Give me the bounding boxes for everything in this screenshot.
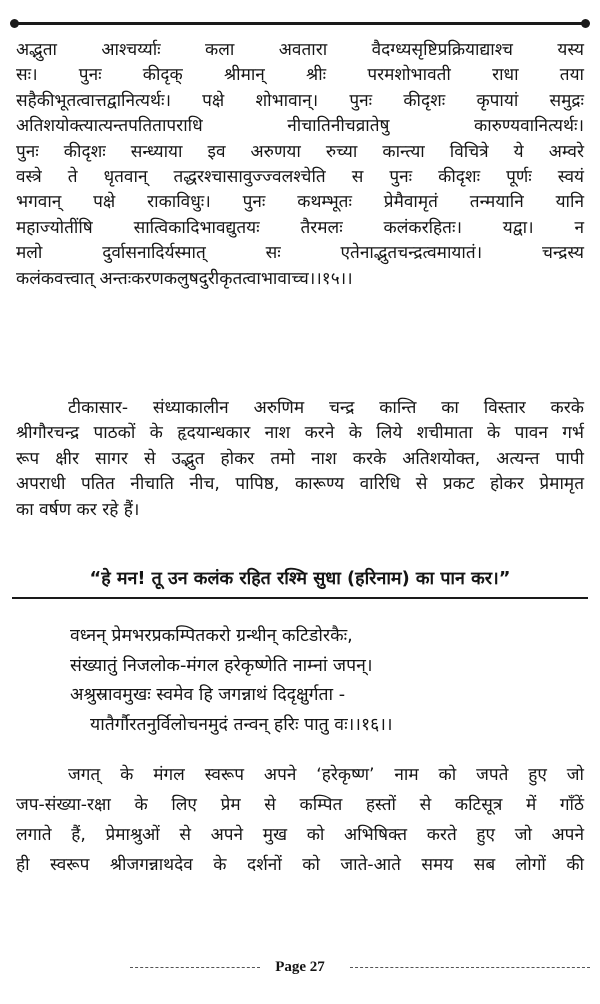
verse-line: यातैर्गौरतनुर्विलोचनमुदं तन्वन् हरिः पातु वः।।१६।। — [90, 714, 393, 735]
top-border-rule — [14, 22, 586, 25]
commentary-line: कलंकवत्त्वात् अन्तःकरणकलुषदुरीकृतत्वाभावाच्च।।१५।। — [16, 268, 353, 289]
commentary-line: सः। पुनः कीदृक् श्रीमान् श्रीः परमशोभावती राधा तया — [16, 65, 584, 86]
tika-line: रूप क्षीर सागर से उद्भुत होकर तमो नाश करके अतिशयोक्त, अत्यन्त पापी — [16, 448, 584, 469]
commentary-line: सहैकीभूतत्वात्तद्वानित्यर्थः। पक्षे शोभावान्। पुनः कीदृशः कृपायां समुद्रः — [16, 90, 584, 111]
commentary-line: अद्भुता आश्चर्य्याः कला अवतारा वैदग्ध्यसृष्टिप्रक्रियाद्याश्च यस्य — [16, 40, 584, 60]
commentary-line: अतिशयोक्त्यात्यन्तपतितापराधि नीचातिनीचव्रातेषु कारुण्यवानित्यर्थः। — [16, 116, 584, 137]
verse-line: अश्रुस्रावमुखः स्वमेव हि जगन्नाथं दिदृक्षुर्गता - — [70, 685, 346, 705]
translation-line: लगाते हैं, प्रेमाश्रुओं से अपने मुख को अभिषिक्त करते हुए जो अपने — [16, 825, 584, 845]
hindi-translation — [16, 760, 584, 880]
tika-summary — [16, 396, 584, 523]
page-footer — [0, 956, 600, 980]
translation-line: जगत् के मंगल स्वरूप अपने ‘हरेकृष्ण’ नाम को जपते हुए जो — [68, 765, 584, 785]
commentary-line: महाज्योतींषि सात्विकादिभावद्युतयः तैरमलः कलंकरहितः। यद्वा। न — [16, 217, 584, 238]
page-number: Page 27 — [275, 959, 325, 975]
verse-line: वध्नन् प्रेमभरप्रकम्पितकरो ग्रन्थीन् कटिडोरकैः, — [70, 626, 353, 646]
sanskrit-commentary — [16, 38, 584, 292]
tika-line: अपराधी पतित नीचाति नीच, पापिष्ठ, कारूण्य वारिधि से प्रकट होकर प्रेमामृत — [16, 474, 584, 495]
tika-line: श्रीगौरचन्द्र पाठकों के हृदयान्धकार नाश करने के लिये शचीमाता के पावन गर्भ — [16, 423, 584, 444]
commentary-line: मलो दुर्वासनादिर्यस्मात् सः एतेनाद्भुतचन्द्रत्वमायातं। चन्द्रस्य — [16, 243, 584, 264]
commentary-line: वस्त्रे ते धृतवान् तद्धरश्चासावुज्ज्वलश्चेति स पुनः कीदृशः पूर्णः स्वयं — [16, 167, 584, 188]
tika-line: का वर्षण कर रहे हैं। — [16, 499, 140, 520]
footer-right-dash — [350, 967, 590, 968]
devotional-quote: “हे मन! तू उन कलंक रहित रश्मि सुधा (हरिनाम) का पान कर।” — [89, 568, 511, 589]
translation-line: ही स्वरूप श्रीजगन्नाथदेव के दर्शनों को जाते-आते समय सब लोगों की — [16, 855, 584, 875]
commentary-line: पुनः कीदृशः सन्ध्याया इव अरुणया रुच्या कान्त्या विचित्रे ये अम्वरे — [16, 141, 584, 162]
translation-line: जप-संख्या-रक्षा के लिए प्रेम से कम्पित हस्तों से कटिसूत्र में गाँठें — [16, 795, 584, 815]
section-divider — [12, 597, 588, 599]
sanskrit-verse — [0, 622, 600, 740]
verse-line: संख्यातुं निजलोक-मंगल हरेकृष्णेति नाम्नां जपन्। — [70, 655, 373, 676]
commentary-line: भगवान् पक्षे राकाविधुः। पुनः कथम्भूतः प्रेमैवामृतं तन्मयानि यानि — [16, 192, 584, 213]
tika-line: टीकासार- संध्याकालीन अरुणिम चन्द्र कान्ति का विस्तार करके — [68, 398, 584, 418]
